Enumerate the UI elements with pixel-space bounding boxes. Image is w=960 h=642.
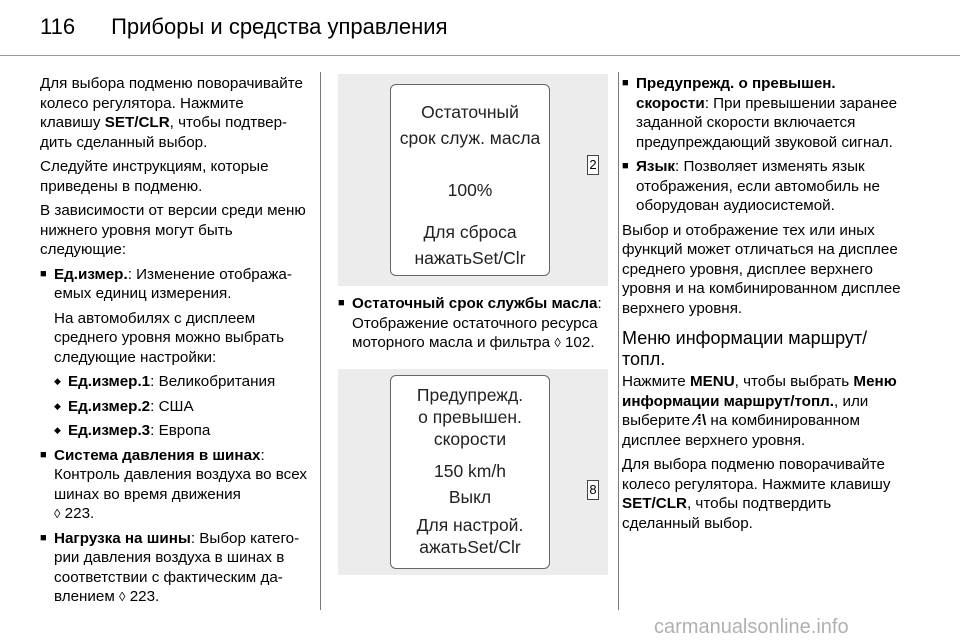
section-heading-trip-menu: Меню информации маршрут/ топл. bbox=[622, 328, 868, 369]
header-divider bbox=[0, 55, 960, 56]
column-divider-1 bbox=[320, 72, 321, 610]
paragraph-submenu: Для выбора подменю поворачивайте колесо регулятора. Нажмите клавишу SET/CLR, чтобы подтвердить сделанный выбор. bbox=[40, 75, 303, 151]
list-item-oil-life: ■ Остаточный срок службы масла: Отображение остаточного ресурса моторного масла и фильтра ◊ 102. bbox=[338, 294, 608, 353]
list-item-tire-load: ■ Нагрузка на шины: Выбор категории давления воздуха в шинах в соответствии с фактическим давлением ◊ 223. bbox=[40, 529, 308, 607]
menu-number-badge: 2 bbox=[587, 155, 599, 175]
display-screen: Предупрежд. о превышен. скорости 150 km/h 8 Выкл Для настрой. ажатьSet/Clr bbox=[390, 375, 550, 569]
column-left bbox=[40, 74, 308, 612]
reference-icon: ◊ bbox=[54, 506, 61, 521]
list-item-units: ■ Ед.измер.: Изменение отображаемых единиц измерения. bbox=[40, 265, 308, 304]
page-header bbox=[40, 14, 448, 40]
watermark: carmanualsonline.info bbox=[654, 616, 849, 638]
page-number: 116 bbox=[40, 14, 76, 39]
list-item-language: ■ Язык: Позволяет изменять язык отображения, если автомобиль не оборудован аудиосистемой. bbox=[622, 157, 907, 216]
sub-item-units-1: ◆ Ед.измер.1: Великобритания bbox=[40, 372, 308, 392]
units-note: На автомобилях с дисплеем среднего уровня можно выбрать следующие настройки: bbox=[54, 309, 284, 366]
paragraph-display-differences: Выбор и отображение тех или иных функций может отличаться на дисплее среднего уровня, дисплее верхнего уровня и на комбинированном дисплее верхнего уровня. bbox=[622, 221, 901, 317]
page-title: Приборы и средства управления bbox=[111, 14, 448, 39]
trip-fuel-icon: ⁄⁞\ bbox=[694, 412, 707, 429]
list-item-tpms: ■ Система давления в шинах: Контроль давления воздуха во всех шинах во время движения ◊ 223. bbox=[40, 446, 308, 524]
reference-icon: ◊ bbox=[554, 335, 561, 350]
paragraph-submenu-select: Для выбора подменю поворачивайте колесо регулятора. Нажмите клавишу SET/CLR, чтобы подтвердить сделанный выбор. bbox=[622, 456, 891, 532]
paragraph-press-menu: Нажмите MENU, чтобы выбрать Меню информации маршрут/топл., или выберите ⁄⁞\ на комбинированном дисплее верхнего уровня. bbox=[622, 373, 897, 449]
sub-item-units-3: ◆ Ед.измер.3: Европа bbox=[40, 421, 308, 441]
menu-number-badge: 8 bbox=[587, 480, 599, 500]
display-oil-life-figure bbox=[338, 74, 608, 286]
column-middle bbox=[338, 74, 608, 583]
paragraph-version: В зависимости от версии среди меню нижнего уровня могут быть следующие: bbox=[40, 202, 306, 258]
display-screen: Остаточный срок служ. масла 2 100% Для сброса нажатьSet/Clr bbox=[390, 84, 550, 276]
sub-item-units-2: ◆ Ед.измер.2: США bbox=[40, 397, 308, 417]
reference-icon: ◊ bbox=[119, 589, 126, 604]
paragraph-follow: Следуйте инструкциям, которые приведены в подменю. bbox=[40, 158, 269, 195]
display-speed-warning-figure bbox=[338, 369, 608, 575]
list-item-speed-warning: ■ Предупрежд. о превышен. скорости: При превышении заранее заданной скорости включается предупреждающий звуковой сигнал. bbox=[622, 74, 907, 152]
column-divider-2 bbox=[618, 72, 619, 610]
column-right bbox=[622, 74, 907, 538]
